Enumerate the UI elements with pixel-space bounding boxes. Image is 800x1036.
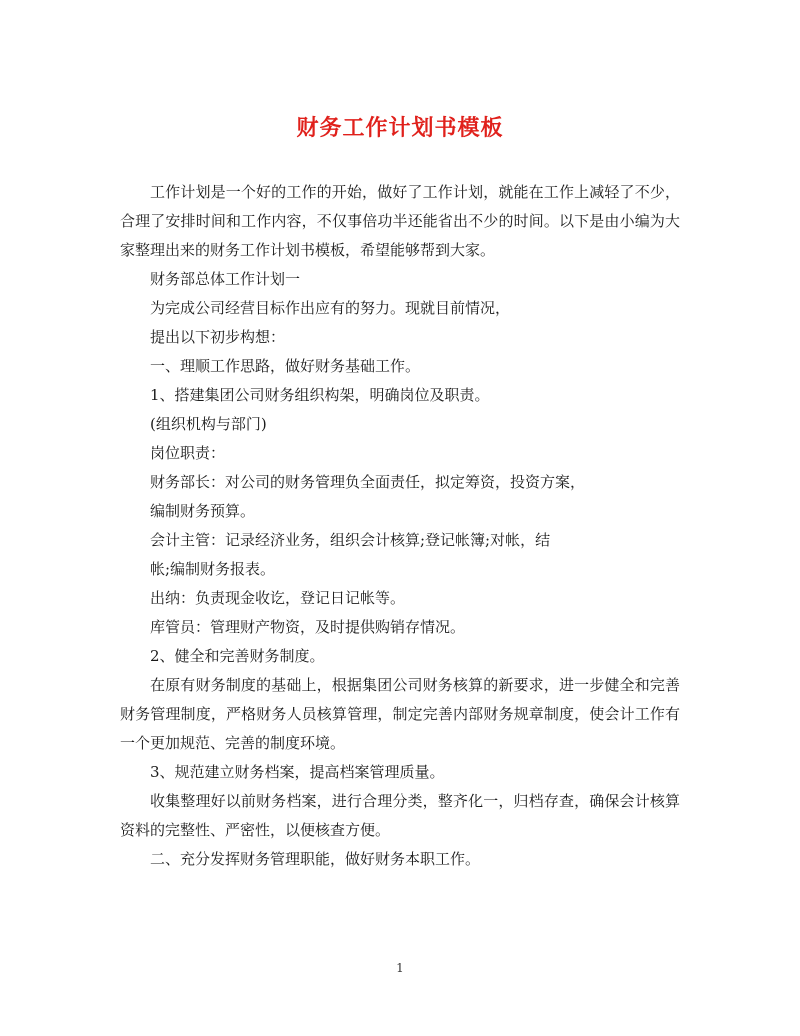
- text-line: 库管员：管理财产物资，及时提供购销存情况。: [150, 618, 466, 636]
- body-paragraph: 在原有财务制度的基础上，根据集团公司财务核算的新要求，进一步健全和完善财务管理制度，严格财务人员核算管理，制定完善内部财务规章制度，使会计工作有一个更加规范、完善的制度环境。: [120, 676, 680, 752]
- text-line: 财务部总体工作计划一: [150, 270, 301, 288]
- document-body: [120, 178, 680, 874]
- text-line: 帐;编制财务报表。: [150, 560, 276, 578]
- text-line: 提出以下初步构想：: [150, 328, 286, 346]
- text-line: 为完成公司经营目标作出应有的努力。现就目前情况，: [150, 299, 511, 317]
- body-paragraph: 收集整理好以前财务档案，进行合理分类，整齐化一，归档存查，确保会计核算资料的完整性、严密性，以便核查方便。: [120, 792, 680, 839]
- text-line: 会计主管：记录经济业务，组织会计核算;登记帐簿;对帐，结: [150, 531, 551, 549]
- text-line: 1、搭建集团公司财务组织构架，明确岗位及职责。: [150, 386, 490, 404]
- text-line: 财务部长：对公司的财务管理负全面责任，拟定筹资，投资方案，: [150, 473, 586, 491]
- intro-paragraph: 工作计划是一个好的工作的开始，做好了工作计划，就能在工作上减轻了不少，合理了安排时间和工作内容，不仅事倍功半还能省出不少的时间。以下是由小编为大家整理出来的财务工作计划书模板，希望能够帮到大家。: [120, 183, 680, 259]
- text-line: 3、规范建立财务档案，提高档案管理质量。: [150, 763, 445, 781]
- section-heading: 二、充分发挥财务管理职能，做好财务本职工作。: [150, 850, 481, 868]
- text-line: (组织机构与部门): [150, 415, 267, 433]
- text-line: 岗位职责：: [150, 444, 226, 462]
- document-title: 财务工作计划书模板: [296, 115, 504, 141]
- page-number: 1: [396, 961, 404, 975]
- text-line: 出纳：负责现金收讫，登记日记帐等。: [150, 589, 406, 607]
- text-line: 编制财务预算。: [150, 502, 256, 520]
- section-heading: 一、理顺工作思路，做好财务基础工作。: [150, 357, 421, 375]
- text-line: 2、健全和完善财务制度。: [150, 647, 325, 665]
